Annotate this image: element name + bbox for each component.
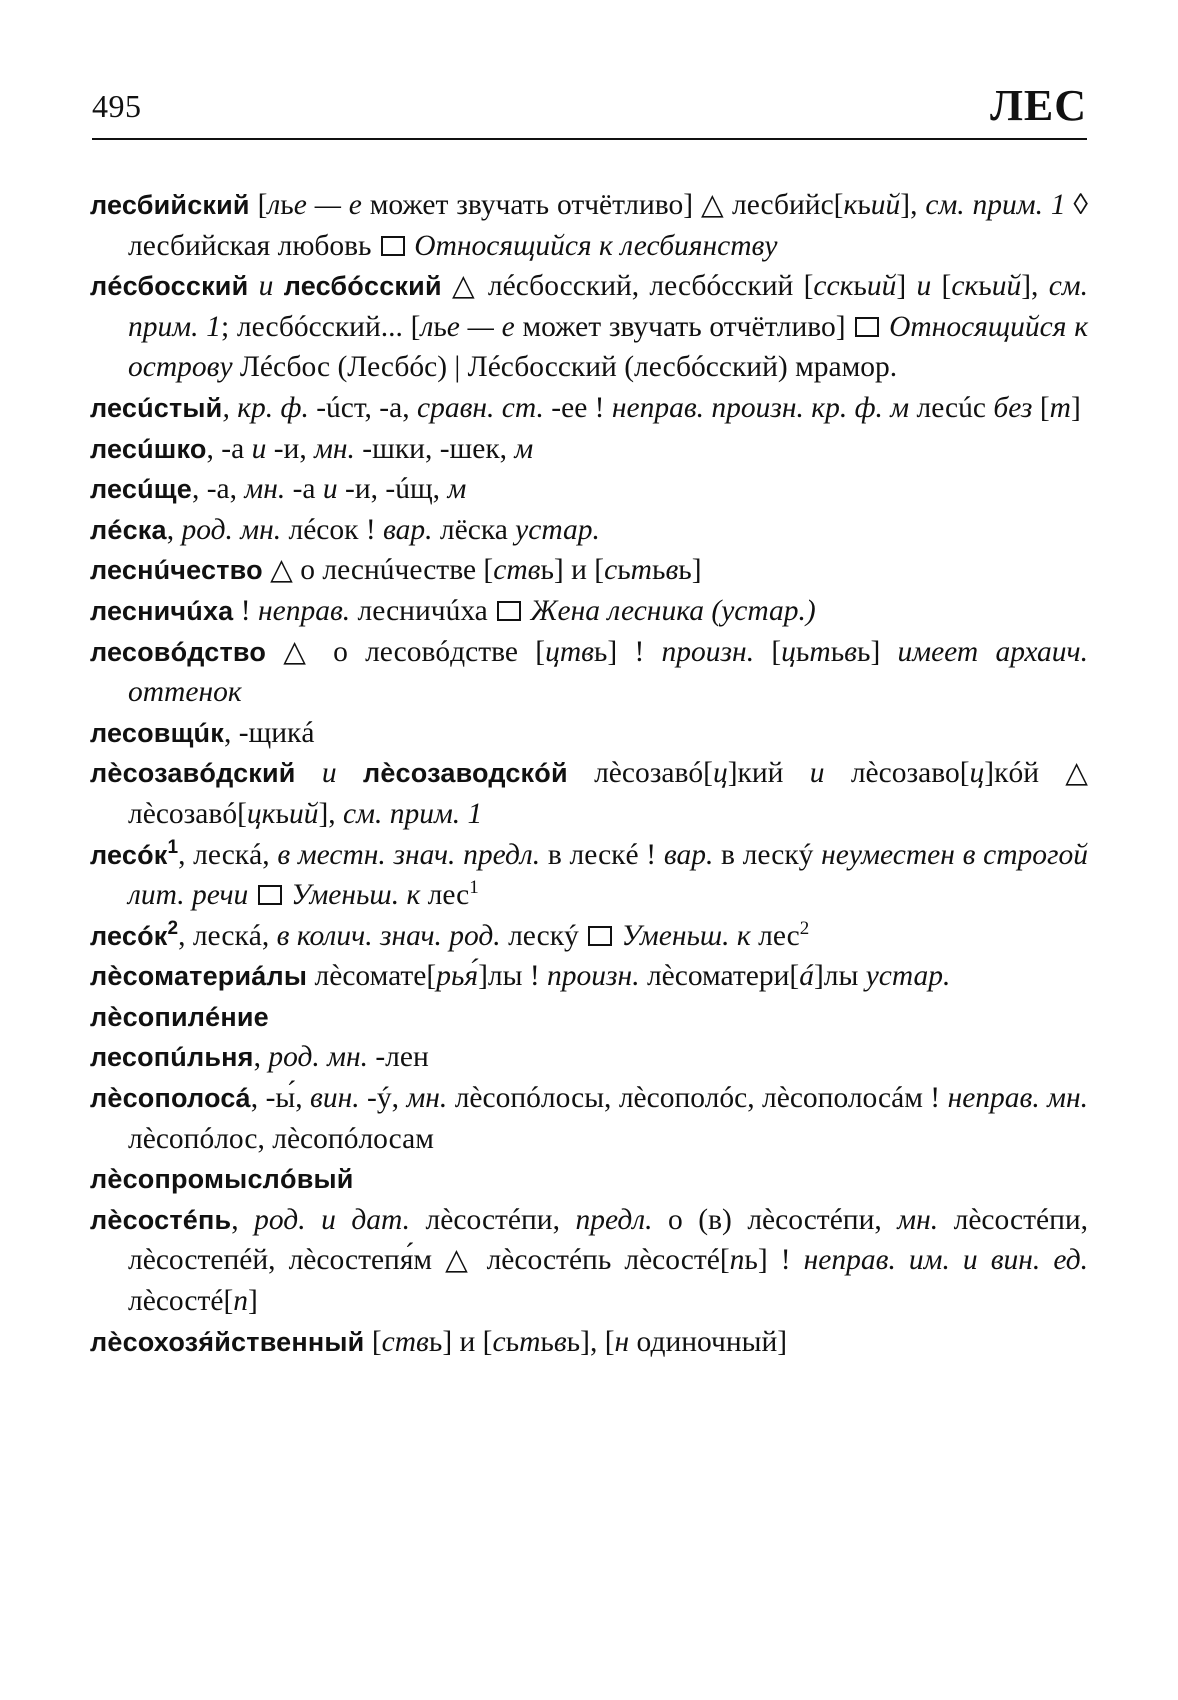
entry-text: ]	[1070, 391, 1081, 424]
entry-text: лѐсозавó[	[567, 757, 713, 790]
italic-text: и	[295, 757, 363, 790]
italic-text: произн.	[547, 960, 640, 993]
italic-text: неуместен в строгой лит. речи	[128, 838, 1089, 912]
dictionary-entry	[90, 916, 1088, 957]
italic-text: т	[630, 554, 652, 587]
entry-text: ] и [	[442, 1325, 493, 1358]
italic-text: ск	[951, 270, 979, 303]
entry-text: ь	[744, 1244, 758, 1277]
italic-text: ц	[712, 757, 728, 790]
italic-text: род. мн.	[181, 513, 282, 546]
entry-headword: лесовщúк	[90, 717, 224, 748]
dictionary-entry	[90, 510, 1088, 551]
entry-text: лѐсозаво[	[824, 757, 970, 790]
entry-text: ь	[275, 797, 289, 830]
homonym-number: 1	[167, 836, 179, 858]
entry-text: ь	[856, 635, 871, 668]
entry-text: -и, -úщ,	[337, 473, 448, 506]
italic-text: ий	[991, 270, 1022, 303]
italic-text: вар.	[663, 838, 714, 871]
entry-text: [	[754, 635, 782, 668]
entry-text: , -а,	[191, 473, 245, 506]
dictionary-entry	[90, 266, 1088, 388]
entry-text: ],	[900, 189, 926, 221]
entry-text: [	[249, 189, 268, 221]
entry-headword: лѐсопромыслóвый	[90, 1164, 354, 1195]
entry-text: лёска	[432, 513, 516, 546]
definition-box-icon	[588, 926, 612, 946]
italic-text: ий	[866, 270, 897, 303]
entry-headword: лесóк	[90, 920, 168, 951]
italic-text: ий	[870, 189, 901, 221]
entry-headword: лѐсоматериáлы	[90, 961, 308, 992]
entry-text: -лен	[367, 1041, 429, 1074]
entry-text: ]	[248, 1285, 258, 1318]
entry-text: ь	[280, 189, 294, 221]
italic-text: , кр. ф.	[222, 391, 309, 424]
entry-text: лѐсостéпи, лѐсостепéй, лѐсостепя́м △ лѐсостéпь лѐсостé[	[128, 1203, 1089, 1277]
entry-text: лескý	[500, 919, 587, 952]
entry-text: ь	[617, 554, 631, 587]
entry-headword: лесúще	[90, 474, 192, 505]
entry-text: , лескá,	[178, 919, 277, 952]
entry-text: , -щикá	[223, 716, 315, 749]
entry-text: ], [	[580, 1325, 615, 1358]
reference-superscript: 1	[469, 877, 479, 899]
definition-box-icon	[497, 601, 521, 621]
entry-text: ь	[978, 270, 992, 303]
italic-text: п	[233, 1285, 249, 1318]
italic-text: см. прим. 1	[925, 189, 1066, 221]
definition-box-icon	[258, 885, 282, 905]
italic-text: ств	[493, 554, 541, 587]
entry-text: лес	[420, 879, 470, 912]
italic-text: см. прим. 1	[343, 797, 483, 830]
entry-headword: лéсбосский	[90, 271, 249, 302]
entry-text: ] !	[607, 635, 662, 668]
entry-text: [	[1032, 391, 1050, 424]
italic-text: произн.	[661, 635, 755, 668]
italic-text: в	[665, 554, 679, 587]
entry-headword: лѐсохозя́йственный	[90, 1326, 365, 1357]
italic-text: к	[843, 189, 858, 221]
entry-text: , -а	[206, 432, 252, 465]
entry-text: ь	[433, 310, 447, 343]
italic-text: ц	[969, 757, 985, 790]
entry-headword: лесбийский	[90, 190, 250, 220]
entry-text: -úст, -а,	[308, 391, 417, 424]
entry-text: -а	[285, 473, 323, 506]
entry-text: ; лесбóсский... [	[220, 310, 421, 343]
dictionary-entry	[90, 591, 1088, 632]
italic-text: предл.	[575, 1203, 653, 1236]
italic-text: н	[614, 1325, 630, 1358]
italic-text: в колич. знач. род.	[276, 919, 501, 952]
italic-text: род. и дат.	[254, 1203, 411, 1236]
italic-text: цтв	[545, 635, 594, 668]
entry-text: ]	[691, 554, 702, 587]
entry-text: ]лы !	[478, 960, 548, 993]
entry-text: ,	[253, 1041, 269, 1074]
entry-text: ь	[795, 635, 810, 668]
page-header	[92, 80, 1087, 140]
entry-text: ь	[540, 554, 554, 587]
entry-text: лéсок !	[281, 513, 384, 546]
dictionary-entry	[90, 429, 1088, 470]
entry-text: ]кий	[727, 757, 810, 790]
entry-headword: лесúшко	[90, 433, 207, 464]
entry-text: , -ы́,	[250, 1082, 311, 1115]
italic-text: á	[799, 960, 814, 993]
italic-text: сравн. ст.	[416, 391, 544, 424]
entry-text: лѐсостé[	[128, 1285, 234, 1318]
dictionary-entry	[90, 956, 1088, 997]
italic-text: с	[492, 1325, 506, 1358]
italic-text: и	[251, 432, 267, 465]
entry-text: !	[233, 594, 258, 627]
entry-text: о (в) лѐсостéпи,	[652, 1203, 898, 1236]
entry-text: лесúс	[909, 391, 994, 424]
dictionary-entry	[90, 713, 1088, 754]
italic-text: мн.	[314, 432, 355, 465]
entry-text: в лескý	[713, 838, 822, 871]
italic-text: м	[447, 473, 467, 506]
entry-text: одиночный]	[629, 1325, 788, 1358]
entry-text: -шки, -шек,	[354, 432, 515, 465]
italic-text: мн.	[406, 1082, 448, 1115]
italic-text: вар.	[383, 513, 433, 546]
entry-text: △ лéсбосский, лесбóсский [	[441, 270, 814, 303]
entry-text: лѐсомате[	[307, 960, 437, 993]
entry-text: может звучать отчётливо]	[514, 310, 854, 343]
italic-text: т	[1049, 391, 1071, 424]
entry-text: ]	[896, 270, 917, 303]
entry-text: лес	[750, 919, 800, 952]
italic-text: Уменьш. к	[614, 919, 751, 952]
entry-text: ]	[870, 635, 898, 668]
entry-text: ь	[830, 635, 845, 668]
italic-text: имеет архаич. оттенок	[128, 635, 1089, 709]
italic-text: ц	[781, 635, 796, 668]
entry-headword: лесовóдство	[90, 636, 267, 667]
italic-text: т	[519, 1325, 541, 1358]
italic-text: п	[729, 1244, 745, 1277]
italic-text: Уменьш. к	[283, 879, 421, 912]
italic-text: рья́	[436, 960, 479, 993]
entry-text: ,	[231, 1203, 255, 1236]
entry-text: ь	[566, 1325, 581, 1358]
entry-text: ],	[1021, 270, 1049, 303]
dictionary-entry	[90, 997, 1088, 1038]
entry-text: Лéсбос (Лесбóс) | Лéсбосский (лесбóсский) мрамор.	[232, 351, 898, 384]
entry-text: ],	[318, 797, 344, 830]
italic-text: род. мн.	[268, 1041, 368, 1074]
dictionary-entry	[90, 753, 1088, 834]
italic-text: без	[993, 391, 1033, 424]
entry-text: ь	[505, 1325, 520, 1358]
entry-text: -и,	[266, 432, 315, 465]
italic-text: и	[916, 270, 932, 303]
entry-text: лѐсостéпи,	[410, 1203, 576, 1236]
italic-text: в	[844, 635, 857, 668]
dictionary-entry	[90, 835, 1088, 916]
entry-text: △ о лесовóдстве [	[266, 635, 546, 668]
entry-text: -ý,	[359, 1082, 407, 1115]
entry-variant-headword: лесбóсский	[283, 271, 442, 302]
dictionary-entry	[90, 1322, 1088, 1363]
entry-headword: лѐсостéпь	[90, 1204, 232, 1235]
entry-text: -ее !	[543, 391, 612, 424]
italic-text: устар.	[515, 513, 600, 546]
running-head: ЛЕС	[990, 81, 1087, 130]
italic-text: неправ. им. и вин. ед.	[803, 1244, 1088, 1277]
entry-text: [	[364, 1325, 382, 1358]
reference-superscript: 2	[799, 917, 810, 939]
entry-text	[248, 879, 255, 911]
dictionary-entry	[90, 632, 1088, 713]
entry-text: ] !	[757, 1244, 804, 1277]
italic-text: Относящийся к острову	[128, 310, 1088, 384]
entry-headword: лесничúха	[90, 595, 234, 626]
header-rule	[92, 138, 1087, 140]
italic-text: и	[248, 270, 284, 303]
italic-text: в местн. знач. предл.	[277, 838, 541, 871]
entry-text: лѐсоматери[	[639, 960, 800, 993]
italic-text: м	[514, 432, 534, 465]
entry-headword: лѐсопилéние	[90, 1001, 269, 1032]
definition-box-icon	[381, 236, 405, 256]
italic-text: ств	[381, 1325, 429, 1358]
entry-headword: лесóк	[90, 839, 168, 870]
dictionary-entry	[90, 469, 1088, 510]
italic-text: и	[809, 757, 825, 790]
entry-text: ]кóй △ лѐсозавó[	[128, 757, 1088, 830]
dictionary-entry	[90, 1200, 1088, 1322]
entry-text: ь	[678, 554, 692, 587]
italic-text: т	[809, 635, 831, 668]
entry-text: ◊ лесбийская любовь	[128, 189, 1089, 262]
entry-text: может звучать отчётливо] △ лесбийс[	[361, 189, 844, 221]
dictionary-entry	[90, 1037, 1088, 1078]
italic-text: Относящийся к лесбиянству	[406, 229, 778, 262]
entry-headword: лесúстый	[90, 392, 223, 423]
entry-variant-headword: лѐсозаводскóй	[362, 758, 568, 789]
entry-text: ь	[540, 1325, 554, 1358]
italic-text: л	[420, 310, 434, 343]
entry-text: лесничúха	[350, 594, 496, 627]
italic-text: ий	[288, 797, 319, 830]
entry-text: , лескá,	[178, 838, 278, 871]
definition-box-icon	[855, 317, 879, 337]
entry-text: в лескé !	[540, 838, 664, 871]
italic-text: л	[267, 189, 281, 221]
entry-headword: леснúчество	[90, 555, 263, 586]
italic-text: мн.	[897, 1203, 939, 1236]
italic-text: вин.	[310, 1082, 360, 1115]
italic-text: неправ.	[257, 594, 351, 627]
entry-headword: лѐсозавóдский	[90, 758, 296, 789]
entry-text: ] и [	[553, 554, 605, 587]
dictionary-entries	[90, 185, 1088, 1362]
italic-text: Жена лесника (устар.)	[523, 594, 816, 627]
dictionary-entry	[90, 1078, 1088, 1159]
entry-headword: лéска	[90, 514, 167, 545]
italic-text: е — е	[293, 189, 362, 221]
dictionary-entry	[90, 1159, 1088, 1200]
dictionary-entry	[90, 185, 1088, 266]
dictionary-entry	[90, 550, 1088, 591]
italic-text: сск	[813, 270, 854, 303]
entry-text: ]лы	[813, 960, 866, 993]
entry-headword: лесопúльня	[90, 1042, 254, 1073]
entry-text: ь	[853, 270, 867, 303]
italic-text: в	[553, 1325, 567, 1358]
entry-headword: лѐсополосá	[90, 1083, 251, 1114]
entry-text: лѐсопóлосы, лѐсополóс, лѐсополосáм !	[447, 1082, 948, 1115]
dictionary-entry	[90, 388, 1088, 429]
italic-text: устар.	[865, 960, 951, 993]
entry-text: ь	[857, 189, 871, 221]
italic-text: неправ. произн. кр. ф. м	[611, 391, 910, 424]
italic-text: и	[322, 473, 338, 506]
entry-text: ь	[428, 1325, 443, 1358]
italic-text: е — е	[446, 310, 515, 343]
entry-text: ,	[166, 513, 182, 546]
entry-text: лѐсопóлос, лѐсопóлосам	[128, 1122, 434, 1155]
italic-text: неправ. мн.	[947, 1082, 1088, 1115]
homonym-number: 2	[167, 917, 179, 939]
entry-text: ь	[593, 635, 608, 668]
entry-text: ь	[651, 554, 666, 587]
italic-text: с	[604, 554, 618, 587]
page-number: 495	[92, 88, 142, 124]
italic-text: мн.	[244, 473, 286, 506]
entry-text: △ о леснúчестве [	[262, 554, 494, 587]
italic-text: см. прим. 1	[128, 270, 1088, 343]
entry-text: [	[931, 270, 952, 303]
italic-text: цк	[246, 797, 276, 830]
